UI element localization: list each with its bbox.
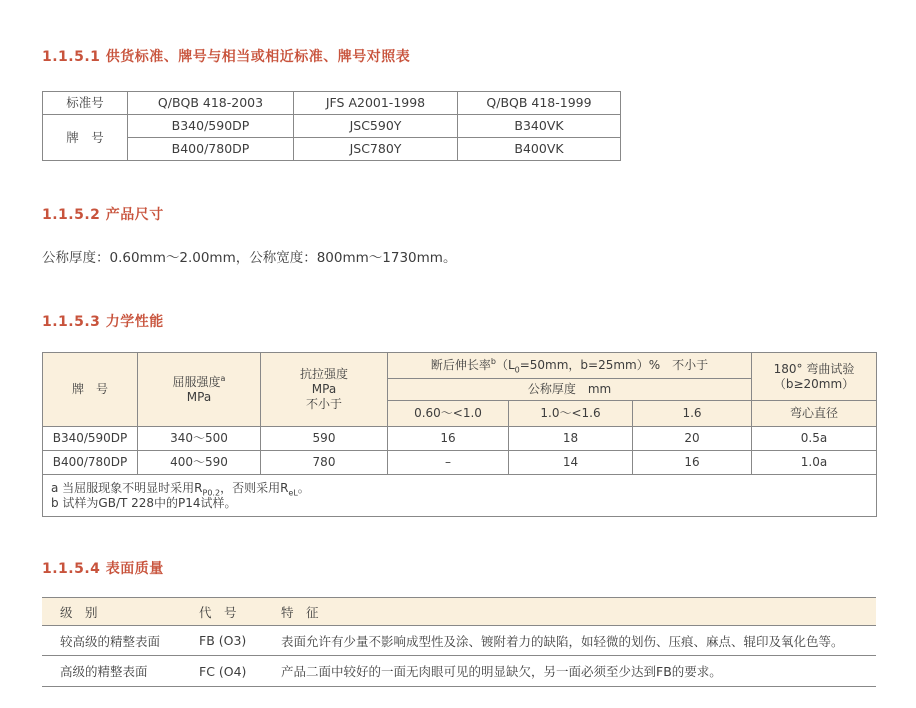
table-header-row bbox=[43, 353, 877, 379]
surface-class-cell: 较高级的精整表面 bbox=[42, 626, 199, 656]
surface-class-cell: 高级的精整表面 bbox=[42, 656, 199, 687]
tensile-value-cell: 780 bbox=[261, 451, 388, 475]
thickness-range-cell: 1.6 bbox=[633, 401, 752, 427]
footnote-marker-a: a bbox=[220, 373, 226, 383]
bend-test-label: 180° 弯曲试验 bbox=[773, 361, 855, 376]
elongation-label: 断后伸长率 bbox=[430, 358, 491, 372]
section-heading-product-size: 1.1.5.2 产品尺寸 bbox=[42, 207, 164, 223]
section-heading-supply-standards: 1.1.5.1 供货标准、牌号与相当或相近标准、牌号对照表 bbox=[42, 49, 411, 65]
grade-header-cell: 牌 号 bbox=[43, 353, 138, 427]
class-header-cell: 级 别 bbox=[42, 598, 199, 626]
gauge-length-subscript: 0 bbox=[514, 365, 520, 375]
footnote-b: b 试样为GB/T 228中的P14试样。 bbox=[51, 495, 237, 510]
yield-strength-label: 屈服强度 bbox=[172, 374, 221, 389]
feature-header-cell: 特 征 bbox=[281, 598, 876, 626]
rp02-subscript: P0.2 bbox=[202, 487, 221, 497]
product-dimensions-text: 公称厚度：0.60mm～2.00mm，公称宽度：800mm～1730mm。 bbox=[42, 250, 457, 266]
code-header-cell: 代 号 bbox=[199, 598, 281, 626]
table-footnote-row bbox=[43, 475, 877, 517]
tensile-strength-label: 抗拉强度 bbox=[299, 367, 348, 381]
bend-value-cell: 0.5a bbox=[752, 427, 877, 451]
table-row bbox=[42, 626, 876, 656]
bend-diameter-header-cell: 弯心直径 bbox=[752, 401, 877, 427]
grade-cell: B340/590DP bbox=[128, 115, 294, 138]
table-row bbox=[43, 427, 877, 451]
tensile-strength-unit: MPa bbox=[311, 382, 337, 396]
grade-cell: B400/780DP bbox=[128, 138, 294, 161]
elongation-value-cell: 18 bbox=[509, 427, 633, 451]
elongation-value-cell: 16 bbox=[388, 427, 509, 451]
grade-cell: JSC590Y bbox=[294, 115, 458, 138]
section-heading-mechanical-properties: 1.1.5.3 力学性能 bbox=[42, 314, 164, 330]
grade-cell: JSC780Y bbox=[294, 138, 458, 161]
section-heading-surface-quality: 1.1.5.4 表面质量 bbox=[42, 561, 164, 577]
elongation-value-cell: 16 bbox=[633, 451, 752, 475]
bend-test-header-cell bbox=[752, 353, 877, 401]
elongation-value-cell: 14 bbox=[509, 451, 633, 475]
nominal-thickness-header-cell: 公称厚度 mm bbox=[388, 379, 752, 401]
surface-code-cell: FC (O4) bbox=[199, 656, 281, 687]
thickness-range-cell: 0.60～<1.0 bbox=[388, 401, 509, 427]
thickness-range-cell: 1.0～<1.6 bbox=[509, 401, 633, 427]
table-row bbox=[42, 656, 876, 687]
grade-label-cell: 牌 号 bbox=[43, 115, 128, 161]
surface-feature-cell: 表面允许有少量不影响成型性及涂、镀附着力的缺陷，如轻微的划伤、压痕、麻点、辊印及氧化色等。 bbox=[281, 626, 876, 656]
yield-strength-header-cell bbox=[138, 353, 261, 427]
yield-value-cell: 400～590 bbox=[138, 451, 261, 475]
yield-value-cell: 340～500 bbox=[138, 427, 261, 451]
grade-cell: B400/780DP bbox=[43, 451, 138, 475]
table-row bbox=[43, 115, 621, 138]
elongation-header-cell: 断后伸长率$^b(L_0=50mm$，b=25mm）% 不小于 bbox=[388, 353, 752, 379]
table-row bbox=[43, 451, 877, 475]
table-row bbox=[43, 138, 621, 161]
footnote-a: a 当屈服现象不明显时采用$R_{P0.2}$，否则采用$R_{eL}$。 bbox=[51, 480, 310, 497]
grade-cell: B340/590DP bbox=[43, 427, 138, 451]
tensile-strength-min-label: 不小于 bbox=[305, 397, 342, 411]
footnotes-cell bbox=[43, 475, 877, 517]
yield-strength-unit: MPa bbox=[186, 389, 212, 404]
standards-comparison-table bbox=[42, 91, 621, 161]
bend-value-cell: 1.0a bbox=[752, 451, 877, 475]
tensile-value-cell: 590 bbox=[261, 427, 388, 451]
grade-cell: B400VK bbox=[458, 138, 621, 161]
standard-no-label-cell: 标准号 bbox=[43, 92, 128, 115]
elongation-value-cell: 20 bbox=[633, 427, 752, 451]
table-header-row bbox=[42, 598, 876, 626]
standard-cell: JFS A2001-1998 bbox=[294, 92, 458, 115]
footnote-marker-b: b bbox=[490, 357, 496, 366]
surface-feature-cell: 产品二面中较好的一面无肉眼可见的明显缺欠，另一面必须至少达到FB的要求。 bbox=[281, 656, 876, 687]
surface-code-cell: FB (O3) bbox=[199, 626, 281, 656]
table-row bbox=[43, 92, 621, 115]
mechanical-properties-table bbox=[42, 352, 877, 517]
tensile-strength-header-cell bbox=[261, 353, 388, 427]
bend-test-width: （b≥20mm） bbox=[773, 376, 855, 391]
surface-quality-table bbox=[42, 597, 876, 687]
grade-cell: B340VK bbox=[458, 115, 621, 138]
standard-cell: Q/BQB 418-1999 bbox=[458, 92, 621, 115]
elongation-value-cell: – bbox=[388, 451, 509, 475]
standard-cell: Q/BQB 418-2003 bbox=[128, 92, 294, 115]
rel-subscript: eL bbox=[288, 487, 298, 497]
